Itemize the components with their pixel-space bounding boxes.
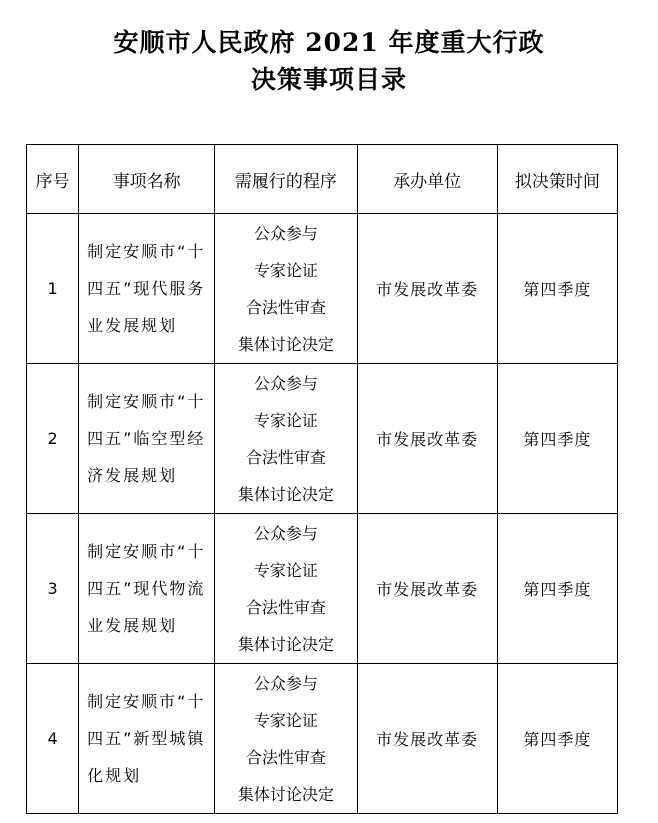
procedure-step: 公众参与 (253, 673, 318, 693)
procedure-list (215, 215, 356, 363)
header-procedure: 需履行的程序 (215, 145, 357, 214)
document-title-line-1: 安顺市人民政府 2021 年度重大行政 (113, 28, 545, 57)
item-name-cell (79, 214, 215, 364)
table-row (27, 514, 618, 664)
procedure-step: 公众参与 (253, 223, 318, 243)
procedure-step: 集体讨论决定 (237, 484, 334, 504)
procedure-step: 集体讨论决定 (237, 634, 334, 654)
header-name: 事项名称 (79, 145, 215, 214)
procedure-cell (215, 214, 357, 364)
procedure-step: 公众参与 (253, 373, 318, 393)
procedure-cell (215, 364, 357, 514)
decision-time: 第四季度 (497, 664, 617, 814)
responsible-unit: 市发展改革委 (357, 364, 497, 514)
responsible-unit: 市发展改革委 (357, 214, 497, 364)
table-row (27, 214, 618, 364)
procedure-step: 集体讨论决定 (237, 334, 334, 354)
procedure-step: 集体讨论决定 (237, 784, 334, 804)
table-header-row (27, 145, 618, 214)
procedure-step: 专家论证 (253, 560, 318, 580)
procedure-cell (215, 664, 357, 814)
procedure-step: 公众参与 (253, 523, 318, 543)
item-name: 制定安顺市“十四五”新型城镇化规划 (87, 692, 206, 785)
document-title-line-2: 决策事项目录 (250, 65, 407, 94)
item-name-cell (79, 514, 215, 664)
header-time: 拟决策时间 (497, 145, 617, 214)
procedure-step: 合法性审查 (245, 447, 326, 467)
row-number: 1 (27, 214, 79, 364)
decision-time: 第四季度 (497, 514, 617, 664)
item-name: 制定安顺市“十四五”现代服务业发展规划 (87, 242, 206, 335)
header-no: 序号 (27, 145, 79, 214)
table-row (27, 664, 618, 814)
row-number: 3 (27, 514, 79, 664)
item-name-cell (79, 364, 215, 514)
decision-time: 第四季度 (497, 364, 617, 514)
procedure-list (215, 515, 356, 663)
header-unit: 承办单位 (357, 145, 497, 214)
table-row (27, 364, 618, 514)
procedure-list (215, 365, 356, 513)
item-name: 制定安顺市“十四五”临空型经济发展规划 (87, 392, 206, 485)
item-name-cell (79, 664, 215, 814)
item-name: 制定安顺市“十四五”现代物流业发展规划 (87, 542, 206, 635)
procedure-list (215, 665, 356, 813)
procedure-step: 专家论证 (253, 260, 318, 280)
row-number: 2 (27, 364, 79, 514)
procedure-step: 合法性审查 (245, 297, 326, 317)
responsible-unit: 市发展改革委 (357, 514, 497, 664)
procedure-step: 专家论证 (253, 410, 318, 430)
responsible-unit: 市发展改革委 (357, 664, 497, 814)
procedure-step: 专家论证 (253, 710, 318, 730)
procedure-step: 合法性审查 (245, 747, 326, 767)
decision-items-table (26, 144, 618, 814)
procedure-cell (215, 514, 357, 664)
decision-time: 第四季度 (497, 214, 617, 364)
procedure-step: 合法性审查 (245, 597, 326, 617)
row-number: 4 (27, 664, 79, 814)
